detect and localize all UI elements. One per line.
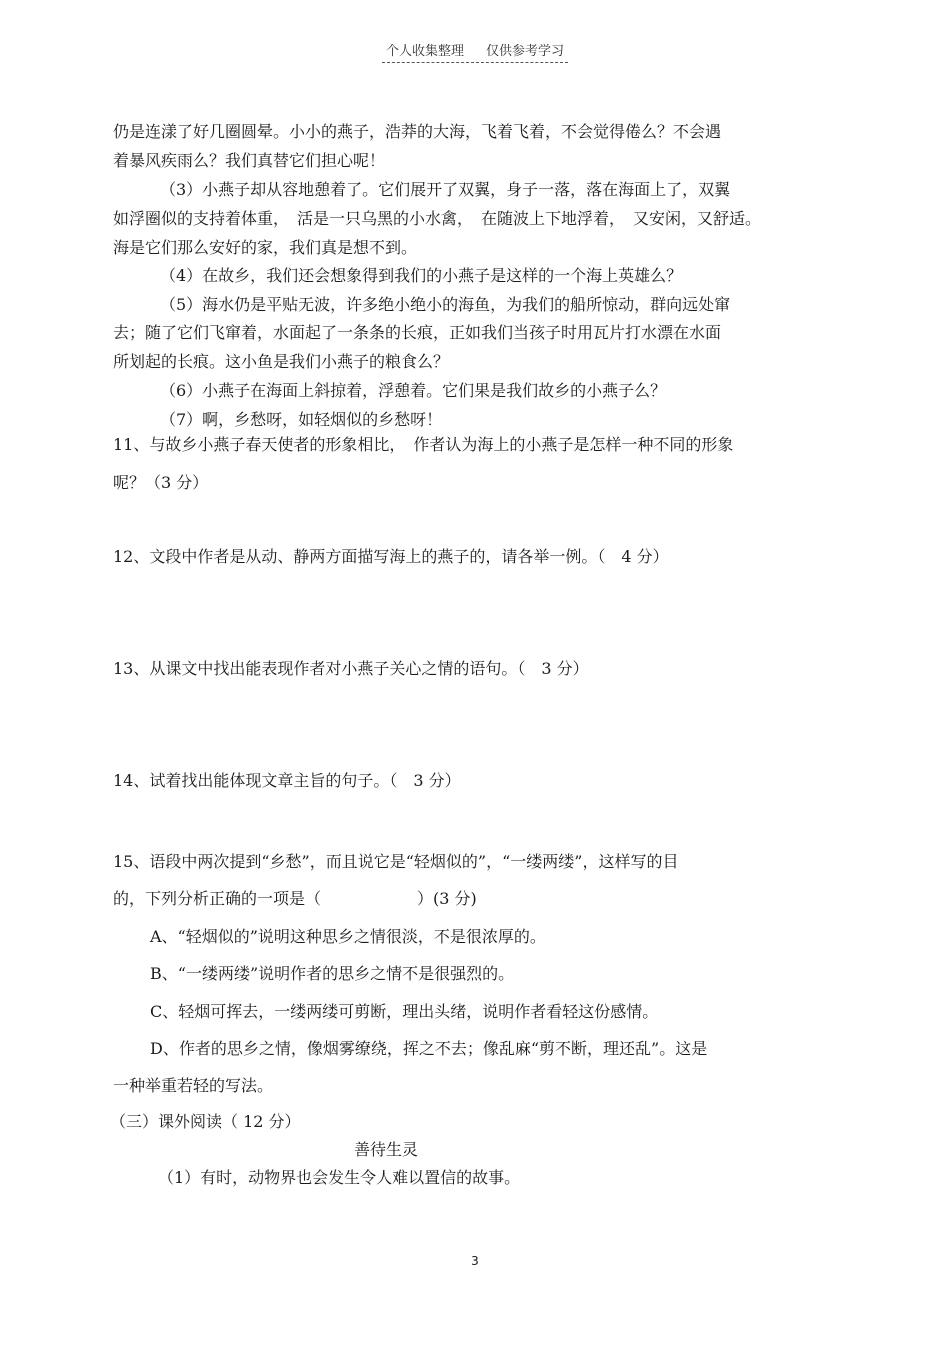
page-header — [0, 40, 950, 63]
question-14: 14、试着找出能体现文章主旨的句子。（ 3 分） — [113, 771, 461, 790]
option-a: A、“轻烟似的”说明这种思乡之情很淡，不是很浓厚的。 — [150, 927, 546, 946]
text-line: 海是它们那么安好的家，我们真是想不到。 — [113, 238, 418, 257]
section-heading: （三）课外阅读（ 12 分） — [110, 1112, 301, 1131]
text-line: 去；随了它们飞窜着，水面起了一条条的长痕，正如我们当孩子时用瓦片打水漂在水面 — [113, 323, 722, 342]
option-c: C、轻烟可挥去，一缕两缕可剪断，理出头绪，说明作者看轻这份感情。 — [150, 1002, 659, 1021]
article-title: 善待生灵 — [354, 1140, 419, 1159]
paragraph-7: （7）啊，乡愁呀，如轻烟似的乡愁呀！ — [160, 410, 443, 429]
page-number: 3 — [471, 1254, 479, 1268]
question-15-cont: 的，下列分析正确的一项是（ ）(3 分) — [113, 889, 477, 908]
question-13: 13、从课文中找出能表现作者对小燕子关心之情的语句。（ 3 分） — [113, 659, 589, 678]
paragraph-6: （6）小燕子在海面上斜掠着，浮憩着。它们果是我们故乡的小燕子么？ — [160, 381, 667, 400]
option-d-cont: 一种举重若轻的写法。 — [113, 1076, 274, 1095]
text-line: 如浮圈似的支持着体重， 活是一只乌黑的小水禽， 在随波上下地浮着， 又安闲，又舒适。 — [113, 209, 762, 228]
text-line: 仍是连漾了好几圈圆晕。小小的燕子，浩莽的大海，飞着飞着，不会觉得倦么？不会遇 — [113, 122, 722, 141]
paragraph-3-start: （3）小燕子却从容地憩着了。它们展开了双翼，身子一落，落在海面上了，双翼 — [160, 180, 731, 199]
paragraph-4: （4）在故乡，我们还会想象得到我们的小燕子是这样的一个海上英雄么？ — [160, 266, 683, 285]
option-b: B、“一缕两缕”说明作者的思乡之情不是很强烈的。 — [150, 964, 515, 983]
header-left-text: 个人收集整理 — [385, 44, 464, 59]
text-line: 着暴风疾雨么？我们真替它们担心呢！ — [113, 151, 386, 170]
question-15: 15、语段中两次提到“乡愁”，而且说它是“轻烟似的”，“一缕两缕”，这样写的目 — [113, 852, 679, 871]
header-right-text: 仅供参考学习 — [486, 44, 565, 59]
text-line: 所划起的长痕。这小鱼是我们小燕子的粮食么？ — [113, 352, 450, 371]
paragraph-5-start: （5）海水仍是平贴无波，许多绝小绝小的海鱼，为我们的船所惊动，群向远处窜 — [160, 295, 731, 314]
question-11-score: 呢？（3 分） — [113, 473, 209, 492]
question-11: 11、与故乡小燕子春天使者的形象相比， 作者认为海上的小燕子是怎样一种不同的形象 — [113, 435, 734, 454]
article-paragraph-1: （1）有时，动物界也会发生令人难以置信的故事。 — [158, 1168, 521, 1187]
question-12: 12、文段中作者是从动、静两方面描写海上的燕子的，请各举一例。（ 4 分） — [113, 547, 669, 566]
option-d: D、作者的思乡之情，像烟雾缭绕，挥之不去；像乱麻“剪不断，理还乱”。这是 — [150, 1039, 708, 1058]
